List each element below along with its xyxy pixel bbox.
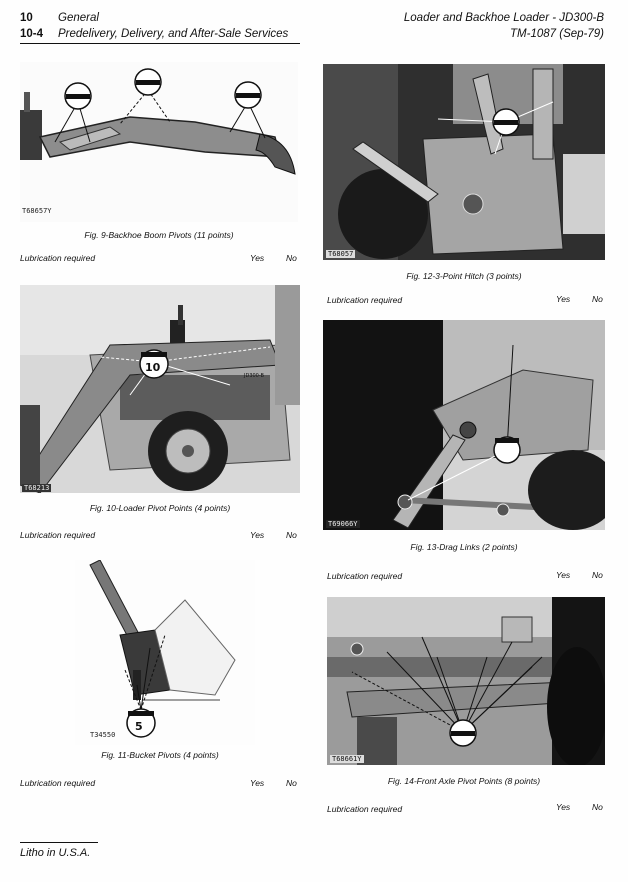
fig9-callout-left: [65, 83, 91, 109]
fig10-lubrication-label: Lubrication required: [20, 530, 96, 540]
header-rule: [20, 43, 300, 44]
fig14-no: No: [592, 802, 603, 812]
fig14-yes: Yes: [556, 802, 571, 812]
fig13-lubrication-label: Lubrication required: [327, 571, 403, 581]
fig11-image: [75, 560, 255, 745]
fig10-image: [20, 285, 300, 493]
page-number: 10-4: [20, 28, 44, 40]
fig14-lubrication-label: Lubrication required: [327, 804, 403, 814]
fig11-callout-number: 5: [135, 720, 143, 733]
fig11-lubrication-label: Lubrication required: [20, 778, 96, 788]
fig9-lubrication-label: Lubrication required: [20, 253, 96, 263]
fig9-callout-right: [235, 82, 261, 108]
fig10-yes: Yes: [250, 530, 265, 540]
fig9-image: [20, 62, 298, 222]
fig13-no: No: [592, 570, 603, 580]
fig13-yes: Yes: [556, 570, 571, 580]
fig11-yes: Yes: [250, 778, 265, 788]
fig10-model: JD300-B: [244, 373, 264, 379]
fig10-caption: Fig. 10-Loader Pivot Points (4 points): [89, 503, 231, 513]
fig14-code: T68661Y: [332, 755, 362, 763]
fig11-no: No: [286, 778, 297, 788]
fig12-yes: Yes: [556, 294, 571, 304]
footer-text: Litho in U.S.A.: [20, 847, 91, 859]
fig12-callout: [493, 109, 519, 135]
fig14-caption: Fig. 14-Front Axle Pivot Points (8 points): [387, 776, 541, 786]
fig13-code: T69066Y: [328, 520, 358, 528]
fig11-code: T34550: [90, 731, 116, 739]
manual-ref: TM-1087 (Sep-79): [510, 28, 604, 40]
fig9-yes: Yes: [250, 253, 265, 263]
fig9-code: T68657Y: [22, 207, 52, 215]
fig9-no: No: [286, 253, 297, 263]
fig12-lubrication-label: Lubrication required: [327, 295, 403, 305]
footer-rule: [20, 842, 98, 843]
fig11-caption: Fig. 11-Bucket Pivots (4 points): [101, 750, 219, 760]
fig14-image: [327, 597, 605, 765]
fig10-no: No: [286, 530, 297, 540]
section-number: 10: [20, 12, 33, 24]
fig14-callout: [450, 720, 476, 746]
section-title: General: [58, 12, 99, 24]
fig13-callout: [494, 437, 520, 463]
fig12-image: [323, 64, 605, 260]
fig13-image: [323, 320, 605, 530]
fig12-caption: Fig. 12-3-Point Hitch (3 points): [406, 271, 522, 281]
page-subtitle: Predelivery, Delivery, and After-Sale Services: [58, 28, 289, 40]
fig10-code: T68213: [24, 484, 50, 492]
fig11-callout: [127, 709, 155, 737]
fig9-callout-center: [135, 69, 161, 95]
fig10-callout-number: 10: [145, 361, 161, 374]
fig12-no: No: [592, 294, 603, 304]
fig13-caption: Fig. 13-Drag Links (2 points): [410, 542, 518, 552]
fig9-caption: Fig. 9-Backhoe Boom Pivots (11 points): [84, 230, 234, 240]
fig10-callout: [140, 350, 168, 378]
fig12-code: T68057: [328, 250, 354, 258]
manual-title: Loader and Backhoe Loader - JD300-B: [403, 12, 604, 24]
